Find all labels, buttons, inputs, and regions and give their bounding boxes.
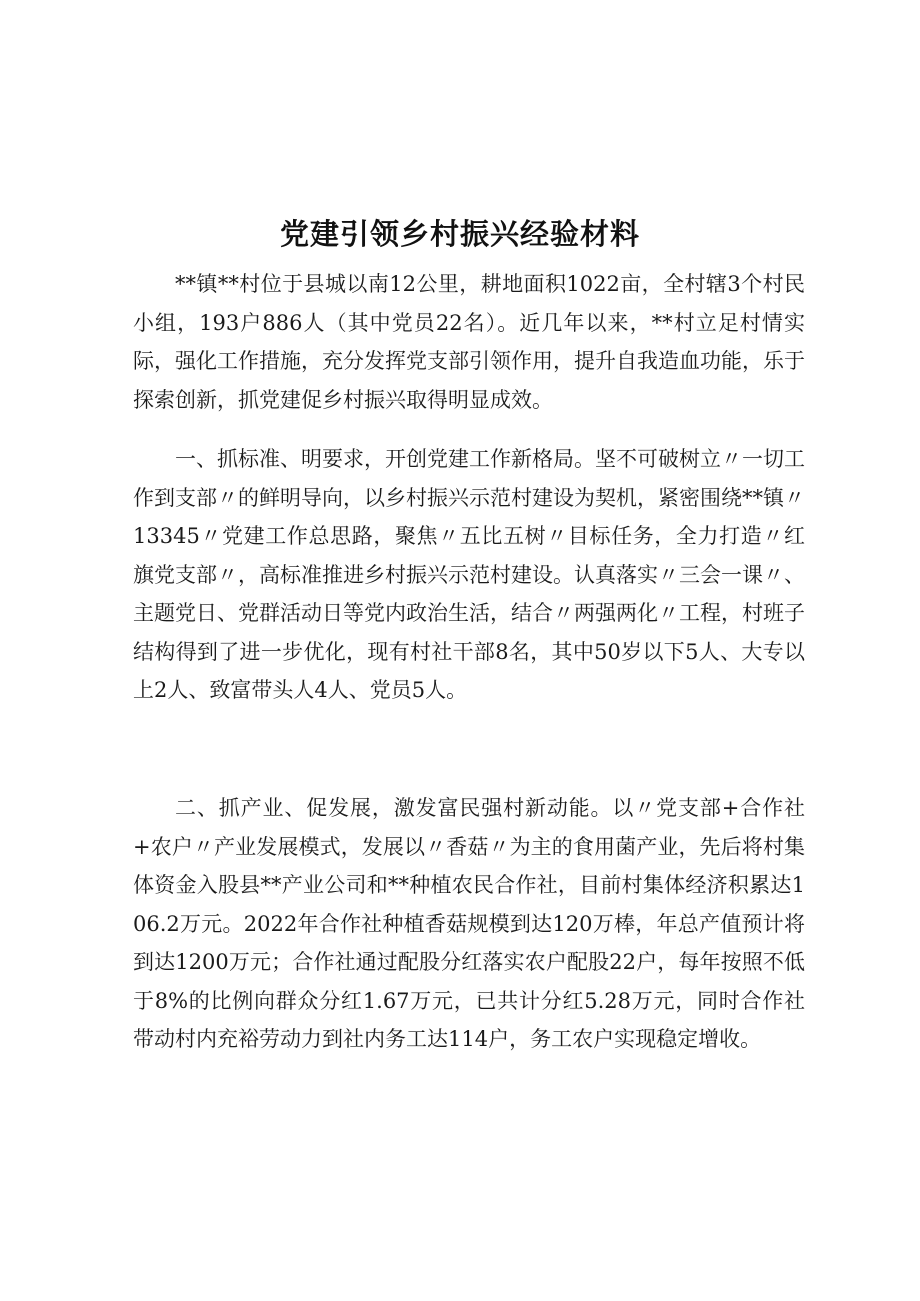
document-title: 党建引领乡村振兴经验材料 [279,217,640,251]
paragraph-section-two: 二、抓产业、促发展，激发富民强村新动能。以〃党支部+合作社+农户〃产业发展模式，发展以〃香菇〃为主的食用菌产业，先后将村集体资金入股县**产业公司和**种植农民合作社，目前村集体经济积累达106.2万元。2022年合作社种植香菇规模到达120万棒，年总产值预计将到达1200万元；合作社通过配股分红落实农户配股22户，每年按照不低于8%的比例向群众分红1.67万元，已共计分红5.28万元，同时合作社带动村内充裕劳动力到社内务工达114户，务工农户实现稳定增收。 [133,796,805,1051]
paragraph-intro: **镇**村位于县城以南12公里，耕地面积1022亩，全村辖3个村民小组，193户886人（其中党员22名）。近几年以来，**村立足村情实际，强化工作措施，充分发挥党支部引领作用，提升自我造血功能，乐于探索创新，抓党建促乡村振兴取得明显成效。 [133,272,805,412]
paragraph-section-one: 一、抓标准、明要求，开创党建工作新格局。坚不可破树立〃一切工作到支部〃的鲜明导向，以乡村振兴示范村建设为契机，紧密围绕**镇〃13345〃党建工作总思路，聚焦〃五比五树〃目标任务，全力打造〃红旗党支部〃，高标准推进乡村振兴示范村建设。认真落实〃三会一课〃、主题党日、党群活动日等党内政治生活，结合〃两强两化〃工程，村班子结构得到了进一步优化，现有村社干部8名，其中50岁以下5人、大专以上2人、致富带头人4人、党员5人。 [133,447,805,702]
